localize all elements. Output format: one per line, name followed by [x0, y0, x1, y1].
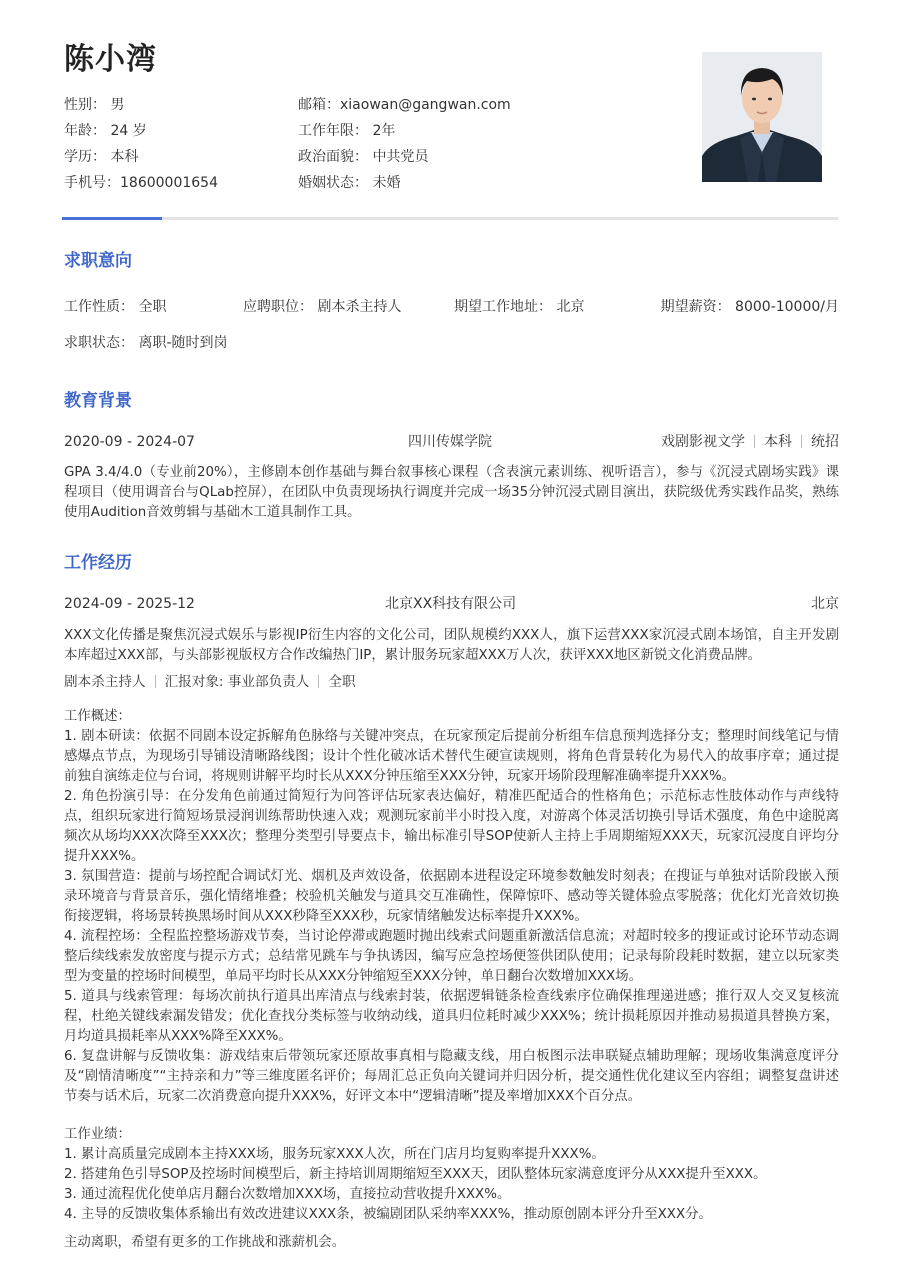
job-role: 剧本杀主持人: [64, 674, 146, 690]
candidate-name: 陈小湾: [64, 42, 157, 77]
list-item: 1. 累计高质量完成剧本主持XXX场，服务玩家XXX人次，所在门店月均复购率提升XXX%。: [64, 1147, 605, 1162]
achievements-list: [64, 1145, 839, 1225]
section-title-job-intent: 求职意向: [64, 251, 132, 271]
list-item: 2. 角色扮演引导：在分发角色前通过简短行为问答评估玩家表达偏好，精准匹配适合的性格角色；示范标志性肢体动作与声线特点，组织玩家进行简短场景浸润训练帮助快速入戏；观测玩家前半小时投入度，对游离个体灵活切换引导话术强度，角色中途脱离频次从场均XXX次降至XXX次；整理分类型引导要点卡，输出标准引导SOP使新人主持上手周期缩短XXX天，玩家沉浸度自评均分提升XXX%。: [64, 789, 839, 864]
work-tags: [64, 672, 356, 692]
email-field[interactable]: 邮箱：xiaowan@gangwan.com: [298, 97, 511, 113]
divider-accent: [62, 217, 162, 220]
education-period: 2020-09 - 2024-07: [64, 434, 195, 450]
school-name: 四川传媒学院: [408, 434, 492, 450]
section-title-education: 教育背景: [64, 391, 132, 411]
location-field: 期望工作地址： 北京: [454, 299, 585, 315]
list-item: 6. 复盘讲解与反馈收集：游戏结束后带领玩家还原故事真相与隐藏支线，用白板图示法串联疑点辅助理解；现场收集满意度评分及“剧情清晰度”“主持亲和力”等三维度匿名评价；每周汇总正负向关键词并归因分析，提交通性优化建议至内容组；调整复盘讲述节奏与话术后，玩家二次消费意向提升XXX%，好评文本中“逻辑清晰”提及率增加XXX个百分点。: [64, 1049, 839, 1104]
list-item: 4. 流程控场：全程监控整场游戏节奏，当讨论停滞或跑题时抛出线索式问题重新激活信息流；对超时较多的搜证或讨论环节动态调整后续线索发放密度与提示方式；总结常见跳车与争执诱因，编写应急控场便签供团队使用；记录每阶段耗时数据，建立以玩家类型为变量的控场时间模型，单局平均时长从XXX分钟缩短至XXX分钟，单日翻台次数增加XXX场。: [64, 929, 839, 984]
info-row: [64, 92, 684, 118]
major: 戏剧影视文学: [661, 434, 745, 450]
work-city: 北京: [811, 596, 839, 612]
job-type-field: 工作性质： 全职: [64, 299, 167, 315]
info-row: [64, 144, 684, 170]
degree: 本科: [764, 434, 792, 450]
position-field: 应聘职位： 剧本杀主持人: [243, 299, 402, 315]
phone-field: 手机号：18600001654: [64, 175, 218, 191]
separator: [754, 435, 755, 448]
job-type: 全职: [328, 674, 356, 690]
company-intro: XXX文化传播是聚焦沉浸式娱乐与影视IP衍生内容的文化公司，团队规模约XXX人，旗下运营XXX家沉浸式剧本场馆，自主开发剧本库超过XXX部，与头部影视版权方合作改编热门IP，累计服务玩家超XXX万人次，获评XXX地区新锐文化消费品牌。: [64, 628, 839, 663]
political-status-field: 政治面貌： 中共党员: [298, 149, 429, 165]
leave-reason: 主动离职，希望有更多的工作挑战和涨薪机会。: [64, 1235, 346, 1250]
work-period: 2024-09 - 2025-12: [64, 596, 195, 612]
education-detail: [661, 432, 839, 452]
header-divider: [62, 217, 838, 220]
profile-photo: [702, 52, 822, 182]
job-status-field: 求职状态： 离职-随时到岗: [64, 335, 228, 351]
separator: [155, 675, 156, 688]
age-field: 年龄： 24 岁: [64, 123, 147, 139]
list-item: 3. 通过流程优化使单店月翻台次数增加XXX场，直接拉动营收提升XXX%。: [64, 1187, 511, 1202]
study-mode: 统招: [811, 434, 839, 450]
gender-field: 性别： 男: [64, 97, 125, 113]
education-description: GPA 3.4/4.0（专业前20%），主修剧本创作基础与舞台叙事核心课程（含表演元素训练、视听语言），参与《沉浸式剧场实践》课程项目（使用调音台与QLab控屏），在团队中负责现场执行调度并完成一场35分钟沉浸式剧目演出，获院级优秀实践作品奖，熟练使用Audition音效剪辑与基础木工道具制作工具。: [64, 465, 839, 520]
list-item: 1. 剧本研读：依据不同剧本设定拆解角色脉络与关键冲突点，在玩家预定后提前分析组车信息预判选择分支；整理时间线笔记与情感爆点节点，为现场引导铺设清晰路线图；设计个性化破冰话术替代生硬宣读规则，将角色背景转化为易代入的故事序章；通过提前独自演练走位与台词，将规则讲解平均时长从XXX分钟压缩至XXX分钟，玩家开场阶段理解准确率提升XXX%。: [64, 729, 839, 784]
basic-info: [64, 92, 684, 196]
info-row: [64, 118, 684, 144]
list-item: 2. 搭建角色引导SOP及控场时间模型后，新主持培训周期缩短至XXX天，团队整体玩家满意度评分从XXX提升至XXX。: [64, 1167, 767, 1182]
achievements-label: 工作业绩：: [64, 1127, 131, 1142]
overview-list: [64, 727, 839, 1107]
work-years-field: 工作年限： 2年: [298, 123, 396, 139]
overview-label: 工作概述：: [64, 709, 131, 724]
report-to: 汇报对象: 事业部负责人: [164, 674, 310, 690]
education-level-field: 学历： 本科: [64, 149, 139, 165]
avatar-portrait: [702, 52, 822, 182]
salary-field: 期望薪资： 8000-10000/月: [660, 299, 839, 315]
marital-status-field: 婚姻状态： 未婚: [298, 175, 401, 191]
section-title-work: 工作经历: [64, 553, 132, 573]
list-item: 5. 道具与线索管理：每场次前执行道具出库清点与线索封装，依据逻辑链条检查线索序位确保推理递进感；推行双人交叉复核流程，杜绝关键线索漏发错发；优化查找分类标签与收纳动线，道具归位耗时减少XXX%；统计损耗原因并推动易损道具替换方案，月均道具损耗率从XXX%降至XXX%。: [64, 989, 839, 1044]
separator: [318, 675, 319, 688]
info-row: [64, 170, 684, 196]
company-name: 北京XX科技有限公司: [385, 596, 517, 612]
list-item: 3. 氛围营造：提前与场控配合调试灯光、烟机及声效设备，依据剧本进程设定环境参数触发时刻表；在搜证与单独对话阶段嵌入预录环境音与背景音乐，强化情绪堆叠；校验机关触发与道具交互准确性，保障惊吓、感动等关键体验点零脱落；优化灯光音效切换衔接逻辑，将场景转换黑场时间从XXX秒降至XXX秒，玩家情绪触发达标率提升XXX%。: [64, 869, 839, 924]
separator: [801, 435, 802, 448]
list-item: 4. 主导的反馈收集体系输出有效改进建议XXX条，被编剧团队采纳率XXX%，推动原创剧本评分升至XXX分。: [64, 1207, 712, 1222]
